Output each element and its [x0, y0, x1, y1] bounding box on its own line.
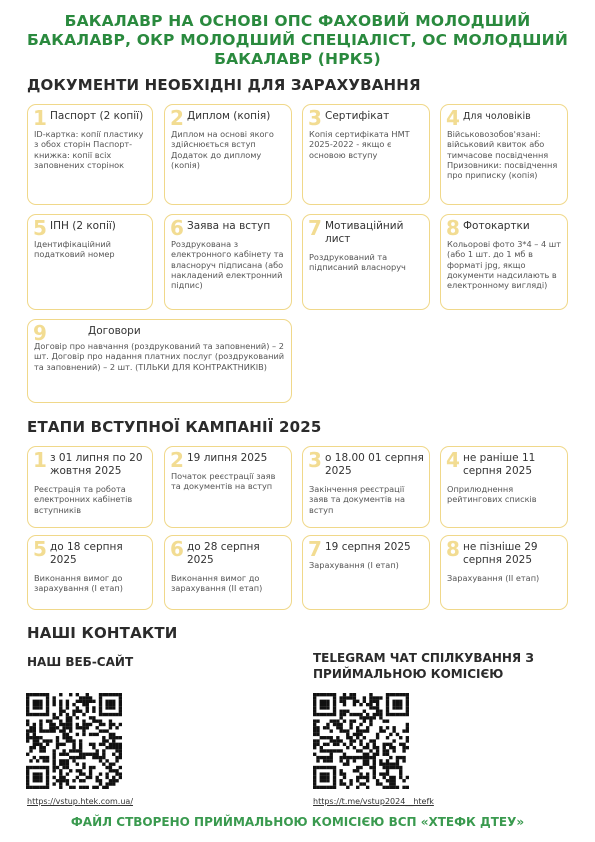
document-card-tax-id	[27, 214, 153, 310]
card-description: Кольорові фото 3*4 – 4 шт (або 1 шт. до 1 мб в форматі jpg, якщо документи надсилають в електронному вигляді)	[447, 239, 562, 291]
card-title: Заява на вступ	[187, 220, 271, 232]
card-description: Зарахування (І етап)	[309, 560, 399, 570]
documents-heading: ДОКУМЕНТИ НЕОБХІДНІ ДЛЯ ЗАРАХУВАННЯ	[27, 76, 421, 94]
card-title: Договори	[88, 325, 141, 337]
card-number: 2	[170, 106, 184, 130]
card-number: 5	[33, 537, 47, 561]
card-number: 4	[446, 106, 460, 130]
card-number: 6	[170, 537, 184, 561]
card-title: Мотиваційний лист	[325, 220, 404, 245]
card-title: не раніше 11 серпня 2025	[463, 452, 536, 477]
document-card-contracts	[27, 319, 292, 403]
card-title: Диплом (копія)	[187, 110, 271, 122]
card-title: 19 липня 2025	[187, 452, 268, 464]
card-description: Виконання вимог до зарахування (ІІ етап)	[171, 573, 263, 594]
card-number: 6	[170, 216, 184, 240]
card-title: о 18.00 01 серпня 2025	[325, 452, 424, 477]
card-title: Сертифікат	[325, 110, 390, 122]
card-description: Військовозобов'язані: військовий квиток або тимчасове посвідчення Призовники: посвідчення про приписку (копія)	[447, 129, 558, 181]
telegram-qr-code[interactable]	[313, 693, 409, 789]
document-card-motivation-letter	[302, 214, 430, 310]
document-card-diploma	[164, 104, 292, 205]
card-description: Договір про навчання (роздрукований та заповнений) – 2 шт. Договір про надання платних послуг (роздрукований та заповнений) – 2 шт. (ТІЛЬКИ ДЛЯ КОНТРАКТНИКІВ)	[34, 341, 285, 372]
card-number: 9	[33, 321, 47, 345]
card-description: Виконання вимог до зарахування (І етап)	[34, 573, 123, 594]
card-description: Початок реєстрації заяв та документів на вступ	[171, 471, 276, 492]
card-title: 19 серпня 2025	[325, 541, 411, 553]
stage-card-5	[27, 535, 153, 610]
document-card-application	[164, 214, 292, 310]
card-description: Ідентифікаційний податковий номер	[34, 239, 115, 260]
card-title: не пізніше 29 серпня 2025	[463, 541, 538, 566]
card-title: до 28 серпня 2025	[187, 541, 260, 566]
card-number: 5	[33, 216, 47, 240]
card-description: Оприлюднення рейтингових списків	[447, 484, 537, 505]
website-link[interactable]: https://vstup.htek.com.ua/	[27, 797, 134, 806]
stages-heading: ЕТАПИ ВСТУПНОЇ КАМПАНІЇ 2025	[27, 418, 322, 436]
website-qr-code[interactable]	[26, 693, 122, 789]
document-card-photos	[440, 214, 568, 310]
card-number: 8	[446, 216, 460, 240]
card-title: Для чоловіків	[463, 111, 531, 122]
card-description: Роздрукований та підписаний власноруч	[309, 252, 406, 273]
card-title: Паспорт (2 копії)	[50, 110, 144, 122]
website-label: НАШ ВЕБ-САЙТ	[27, 655, 134, 669]
telegram-link[interactable]: https://t.me/vstup2024__htefk	[313, 797, 434, 806]
card-description: Диплом на основі якого здійснюється вступ Додаток до диплому (копія)	[171, 129, 274, 170]
card-title: ІПН (2 копії)	[50, 220, 116, 232]
card-number: 4	[446, 448, 460, 472]
document-card-passport	[27, 104, 153, 205]
card-description: Копія сертифіката НМТ 2025-2022 - якщо є основою вступу	[309, 129, 410, 160]
footer-credit: ФАЙЛ СТВОРЕНО ПРИЙМАЛЬНОЮ КОМІСІЄЮ ВСП «ХТЕФК ДТЕУ»	[70, 815, 525, 829]
stage-card-6	[164, 535, 292, 610]
card-title: Фотокартки	[463, 220, 530, 232]
card-description: Реєстрація та робота електронних кабінетів вступників	[34, 484, 133, 515]
card-title: з 01 липня по 20 жовтня 2025	[50, 452, 143, 477]
card-description: ID-картка: копії пластику з обох сторін Паспорт-книжка: копії всіх заповнених сторінок	[34, 129, 144, 170]
stage-card-7	[302, 535, 430, 610]
card-number: 1	[33, 448, 47, 472]
card-description: Роздрукована з електронного кабінету та власноруч підписана (або накладений електронний підпис)	[171, 239, 284, 291]
card-number: 7	[308, 216, 322, 240]
card-description: Зарахування (ІІ етап)	[447, 573, 540, 583]
card-number: 8	[446, 537, 460, 561]
card-number: 7	[308, 537, 322, 561]
card-number: 2	[170, 448, 184, 472]
card-number: 3	[308, 448, 322, 472]
card-number: 3	[308, 106, 322, 130]
stage-card-2	[164, 446, 292, 528]
document-card-certificate	[302, 104, 430, 205]
telegram-label: TELEGRAM ЧАТ СПІЛКУВАННЯ З ПРИЙМАЛЬНОЮ КОМІСІЄЮ	[313, 651, 534, 681]
stage-card-4	[440, 446, 568, 528]
card-description: Закінчення реєстрації заяв та документів на вступ	[309, 484, 405, 515]
stage-card-1	[27, 446, 153, 528]
card-number: 1	[33, 106, 47, 130]
page-title: БАКАЛАВР НА ОСНОВІ ОПС ФАХОВИЙ МОЛОДШИЙ БАКАЛАВР, ОКР МОЛОДШИЙ СПЕЦІАЛІСТ, ОС МОЛОДШИЙ БАКАЛАВР (НРК5)	[27, 12, 568, 68]
stage-card-8	[440, 535, 568, 610]
card-title: до 18 серпня 2025	[50, 541, 123, 566]
document-card-military	[440, 104, 568, 205]
contacts-heading: НАШІ КОНТАКТИ	[27, 624, 178, 642]
stage-card-3	[302, 446, 430, 528]
